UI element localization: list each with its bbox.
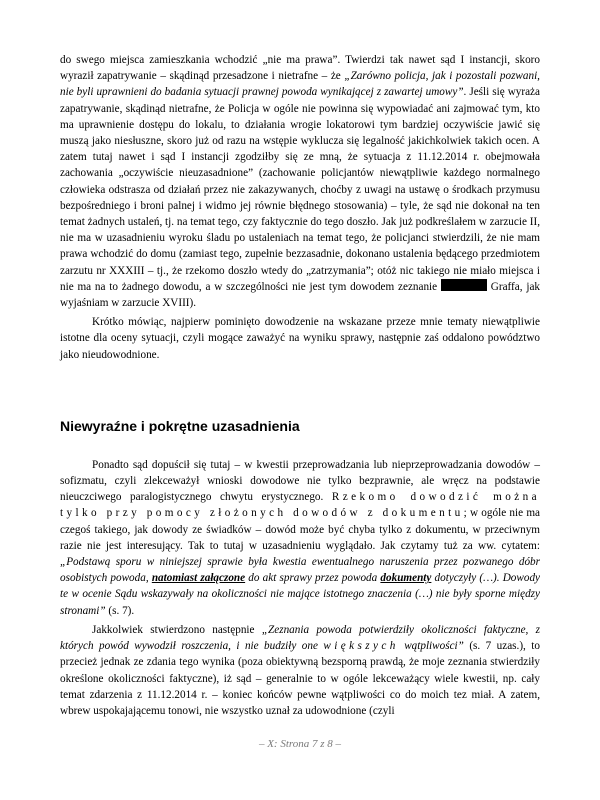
paragraph-2: Krótko mówiąc, najpierw pominięto dowodzenie na wskazane przeze mnie tematy niewątpliwie istotne dla oceny sytuacji, czyli mogące zaważyć na wyniku sprawy, następnie zaś oddalono powództwo jako nieudowodnione. xyxy=(60,316,540,361)
paragraph-1-text-c: . Jeśli się wyraża zapatrywanie, skądinąd nietrafne, że Policja w ogóle nie powinna się wypowiadać ani zajmować tym, kto ma uprawnienie dostępu do lokalu, to działania wrogie lokatorowi tym bardziej oczywiście jawić się muszą jako niesłuszne, skoro już od razu na wstępie wyklucza się legalność jakichkolwiek takich ocen. A zatem tutaj nawet i sąd I instancji zgodziłby się ze mną, że sytuacja z 11.12.2014 r. obejmowała zachowania „oczywiście nieuzasadnione” (zachowanie policjantów niewątpliwie każdego normalnego człowieka odstrasza od działań przez nie zakazywanych, choćby z uwagi na ustawę o środkach przymusu bezpośredniego i broni palnej i widmo jej równie błędnego stosowania) – tyle, że sąd nie dokonał na ten temat żadnych ustaleń, tj. na temat tego, czy faktycznie do tego doszło. Jak już podkreślałem w zarzucie II, nie ma w uzasadnieniu wyroku śladu po ustaleniach na temat tego, że policjanci stwierdzili, że nie mam prawa wchodzić do domu (zamiast tego, zupełnie bezzasadnie, dokonano ustalenia będącego przedmiotem zarzutu nr XXXIII – tj., że rzekomo doszło wtedy do „zatrzymania”; otóż nic takiego nie miało miejsca i nie ma na to żadnego dowodu, a w szczególności nie jest tym dowodem zeznanie xyxy=(60,86,540,293)
paragraph-3 xyxy=(60,457,540,619)
paragraph-3-text-c: ; w ogóle nie ma czegoś takiego, jak dowody ze świadków – dowód może być chyba tylko z dokumentu, w przeciwnym razie nie jest interesujący. Tak to tutaj w uzasadnieniu wyglądało. Jak czytamy tuż za ww. cytatem: xyxy=(60,507,540,552)
redaction-bar xyxy=(441,279,487,291)
paragraph-3-emphasis-dokumenty: dokumenty xyxy=(380,572,432,585)
paragraph-4-spaced-word: większych xyxy=(323,640,399,653)
paragraph-3-quote-start: „Podstawą sporu w niniejszej sprawie była kwestia ewentualnego naruszenia przez pozwanego dóbr osobistych powoda, xyxy=(60,556,540,585)
paragraph-3-emphasis-natomiast: natomiast załączone xyxy=(151,572,246,585)
paragraph-3-text-a: Ponadto sąd dopuścił się tutaj – w kwestii przeprowadzania lub nieprzeprowadzania dowodów – sofizmatu, czyli zlekceważył wnioski dowodowe nie tylko bezprawnie, ale wręcz na podstawie nieuczciwego paralogistycznego chwytu erystycznego. xyxy=(60,458,540,504)
section-heading: Niewyraźne i pokrętne uzasadnienia xyxy=(60,417,300,434)
paragraph-4-text-a: Jakkolwiek stwierdzono następnie xyxy=(92,623,262,636)
document-body xyxy=(60,52,540,719)
paragraph-4-quote-end: wątpliwości” xyxy=(398,640,464,653)
paragraph-1-text-d: Graffa, jak wyjaśniam w zarzucie XVIII). xyxy=(60,280,541,310)
paragraph-4 xyxy=(60,622,540,719)
paragraph-1-text-a: do swego miejsca zamieszkania wchodzić „nie ma prawa”. Twierdzi tak nawet sąd I instancji, skoro wyraził zapatrywanie – skądinąd przesadzone i nietrafne – że xyxy=(60,54,540,83)
paragraph-1 xyxy=(60,52,540,311)
paragraph-4-text-e: (s. 7 uzas.), to przecież jednak ze zdania tego wynika (poza obiektywną bezsporną prawdą, że moje zeznania stwierdziły określone okoliczności faktyczne), iż sąd – generalnie to w ogóle lekceważący wiele kwestii, np. cały temat zdarzenia z 11.12.2014 r. – koniec końców pewne wątpliwości co do moich tez miał. A zatem, wbrew uspokajającemu tonowi, nie wszystko uznał za udowodnione (czyli xyxy=(60,640,540,717)
page-footer: – X: Strona 7 z 8 – xyxy=(258,738,342,750)
paragraph-3-spaced-text: Rzekomo dowodzić można tylko przy pomocy złożonych dowodów z dokumentu xyxy=(60,491,541,520)
paragraph-3-quote-end: dotyczyły (…). Dowody te w ocenie Sądu wskazywały na okoliczności nie mające istotnego znaczenia (…) nie były sporne między stronami” xyxy=(60,572,540,617)
paragraph-3-quote-mid: do akt sprawy przez powoda xyxy=(245,572,381,585)
paragraph-3-citation: (s. 7). xyxy=(105,604,135,617)
paragraph-4-quote-start: „Zeznania powoda potwierdziły okoliczności faktyczne, z których powód wywodził roszczenia, i nie budziły one xyxy=(60,623,540,653)
paragraph-1-quote: „Zarówno policja, jak i pozostali pozwani, nie byli uprawnieni do badania sytuacji prawnej powoda wynikającej z zawartej umowy” xyxy=(60,70,540,99)
